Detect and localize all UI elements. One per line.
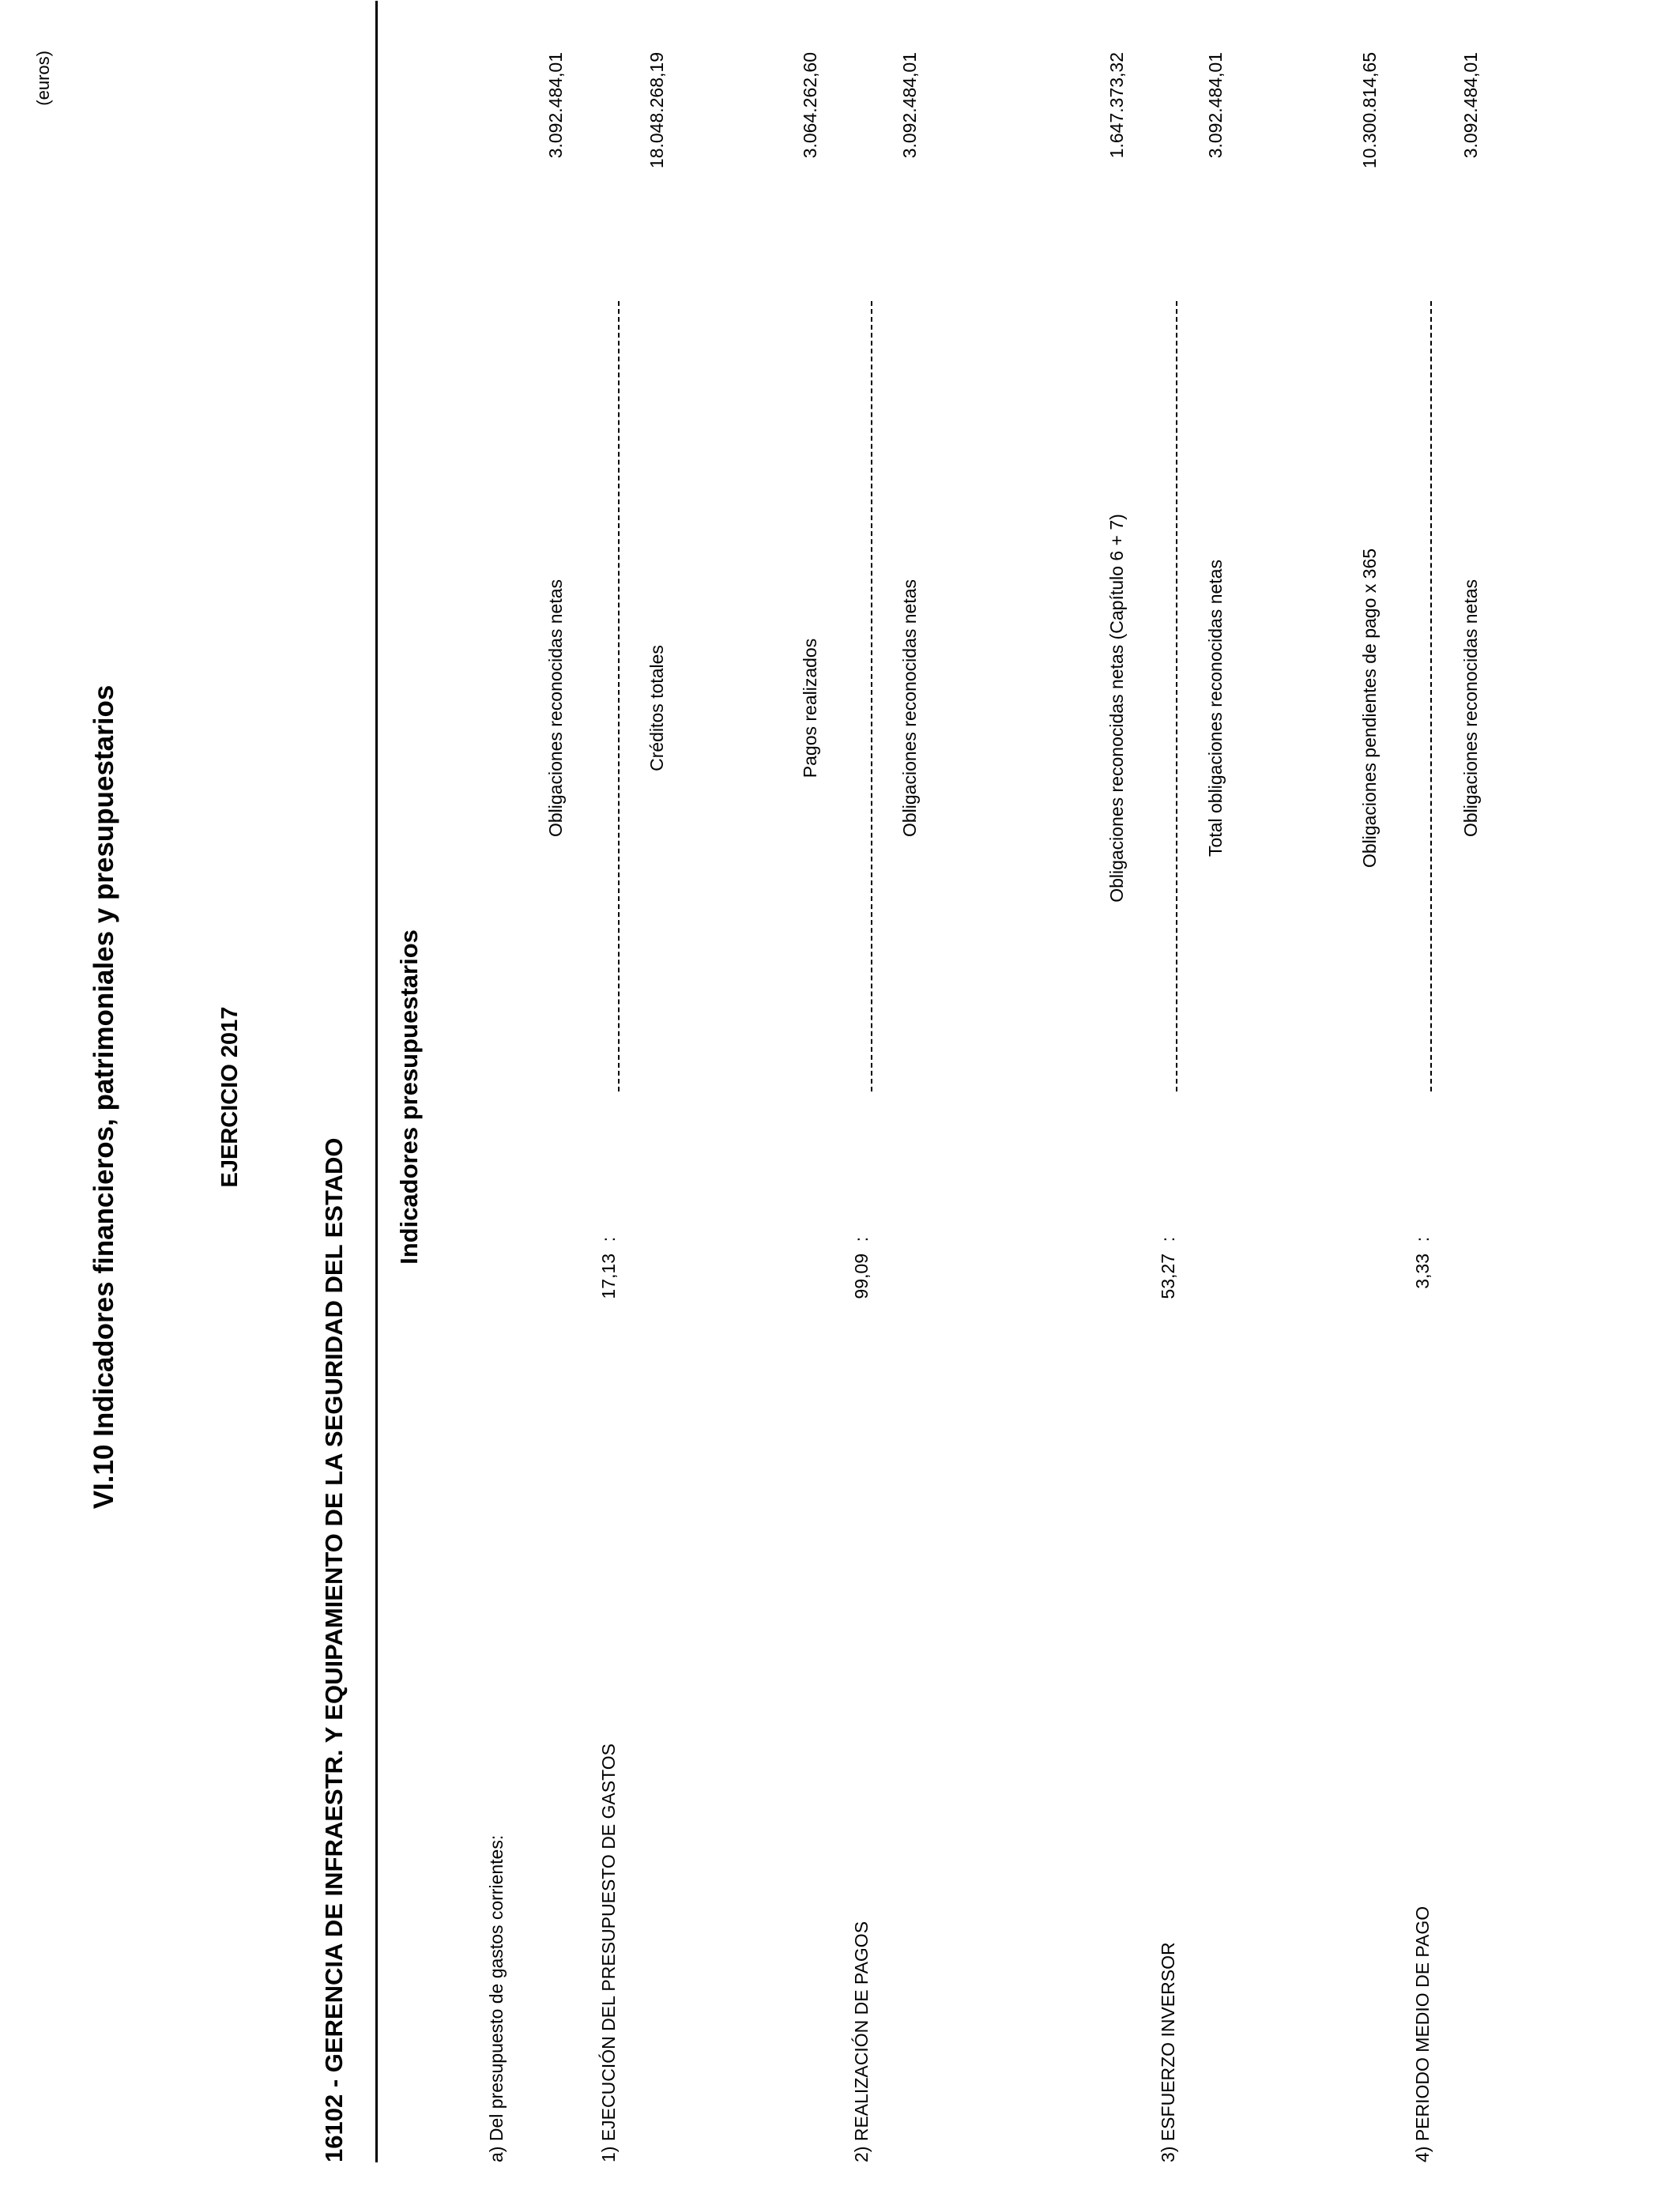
colon-separator: : <box>598 1236 619 1242</box>
denominator-label: Créditos totales <box>646 645 667 771</box>
entity-title: 16102 - GERENCIA DE INFRAESTR. Y EQUIPAMIENTO DE LA SEGURIDAD DEL ESTADO <box>320 1137 348 2162</box>
indicator-value: 53,27 <box>1158 1253 1178 1299</box>
units-label: (euros) <box>33 51 53 106</box>
indicator-label: 3) ESFUERZO INVERSOR <box>1158 1942 1178 2162</box>
indicator-value: 99,09 <box>851 1253 872 1299</box>
fraction-line <box>1176 301 1177 1091</box>
colon-separator: : <box>1158 1236 1178 1242</box>
numerator-value: 10.300.814,65 <box>1359 52 1380 169</box>
report-title: VI.10 Indicadores financieros, patrimoniales y presupuestarios <box>89 684 119 1510</box>
denominator-value: 3.092.484,01 <box>1205 52 1226 159</box>
indicator-value: 3,33 <box>1412 1253 1433 1289</box>
denominator-label: Obligaciones reconocidas netas <box>1460 579 1481 838</box>
fiscal-year-title: EJERCICIO 2017 <box>217 1006 243 1188</box>
fraction-line <box>618 301 620 1091</box>
denominator-value: 18.048.268,19 <box>646 52 667 169</box>
section-title: Indicadores presupuestarios <box>395 929 423 1265</box>
denominator-value: 3.092.484,01 <box>899 52 920 159</box>
numerator-label: Obligaciones pendientes de pago x 365 <box>1359 548 1380 869</box>
denominator-label: Obligaciones reconocidas netas <box>899 579 920 838</box>
indicator-value: 17,13 <box>598 1253 619 1299</box>
indicator-label: 1) EJECUCIÓN DEL PRESUPUESTO DE GASTOS <box>598 1744 619 2162</box>
numerator-label: Obligaciones reconocidas netas <box>545 579 566 838</box>
colon-separator: : <box>851 1236 872 1242</box>
colon-separator: : <box>1412 1236 1433 1242</box>
numerator-label: Obligaciones reconocidas netas (Capítulo 6 + 7) <box>1106 514 1127 903</box>
numerator-value: 3.092.484,01 <box>545 52 566 159</box>
header-divider <box>375 1 378 2162</box>
indicator-label: 4) PERIODO MEDIO DE PAGO <box>1412 1906 1433 2162</box>
numerator-value: 1.647.373,32 <box>1106 52 1127 159</box>
fraction-line <box>871 301 872 1091</box>
indicator-label: 2) REALIZACIÓN DE PAGOS <box>851 1921 872 2162</box>
denominator-label: Total obligaciones reconocidas netas <box>1205 560 1226 857</box>
numerator-label: Pagos realizados <box>800 638 820 778</box>
denominator-value: 3.092.484,01 <box>1460 52 1481 159</box>
numerator-value: 3.064.262,60 <box>800 52 820 159</box>
fraction-line <box>1430 301 1432 1091</box>
subsection-title: a) Del presupuesto de gastos corrientes: <box>486 1834 507 2162</box>
